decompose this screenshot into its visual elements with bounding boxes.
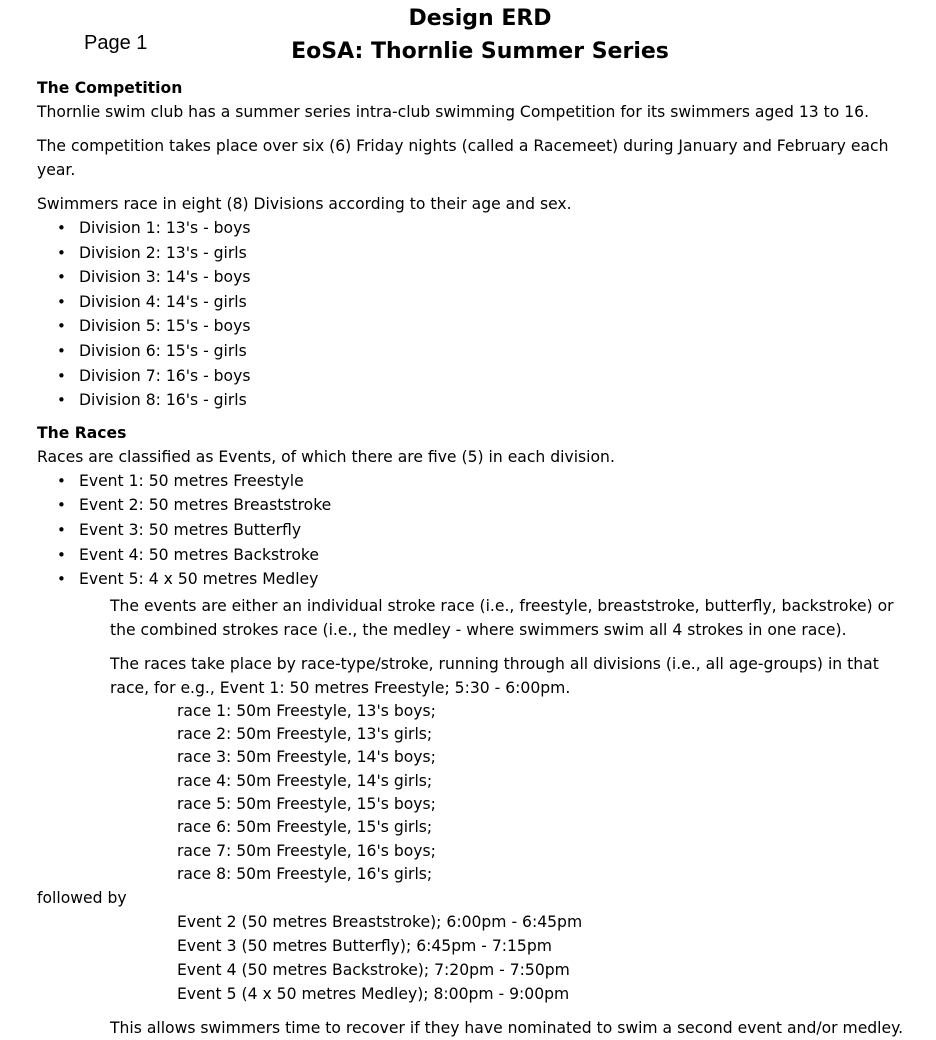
race-list <box>177 700 922 886</box>
list-item: race 6: 50m Freestyle, 15's girls; <box>177 818 433 837</box>
section-heading-competition: The Competition <box>37 79 183 97</box>
paragraph-competition-schedule: The competition takes place over six (6) Friday nights (called a Racemeet) during January and February each year. <box>37 137 889 179</box>
list-item: • Event 5: 4 x 50 metres Medley <box>79 567 922 592</box>
document-subtitle: EoSA: Thornlie Summer Series <box>291 39 669 64</box>
list-item: • Division 5: 15's - boys <box>79 314 922 339</box>
list-item: • Division 4: 14's - girls <box>79 290 922 315</box>
list-item: • Division 6: 15's - girls <box>79 339 922 364</box>
list-item: • Division 8: 16's - girls <box>79 388 922 413</box>
list-item: • Event 4: 50 metres Backstroke <box>79 543 922 568</box>
paragraph-event-types: The events are either an individual stroke race (i.e., freestyle, breaststroke, butterfly, backstroke) or the combined strokes race (i.e., the medley - where swimmers swim all 4 strokes in one race). <box>110 596 894 639</box>
list-item: race 2: 50m Freestyle, 13's girls; <box>177 725 433 744</box>
page-number: Page 1 <box>84 32 148 54</box>
list-item: • Division 7: 16's - boys <box>79 364 922 389</box>
list-item: race 1: 50m Freestyle, 13's boys; <box>177 701 436 720</box>
paragraph-recovery: This allows swimmers time to recover if they have nominated to swim a second event and/or medley. <box>110 1019 904 1038</box>
paragraph-races-intro: Races are classified as Events, of which there are five (5) in each division. <box>37 447 615 466</box>
list-item: Event 4 (50 metres Backstroke); 7:20pm - 7:50pm <box>177 961 570 980</box>
list-item: Event 3 (50 metres Butterfly); 6:45pm - 7:15pm <box>177 937 552 956</box>
list-item: • Division 2: 13's - girls <box>79 241 922 266</box>
list-item: race 4: 50m Freestyle, 14's girls; <box>177 771 433 790</box>
list-item: • Event 2: 50 metres Breaststroke <box>79 493 922 518</box>
list-item: Event 2 (50 metres Breaststroke); 6:00pm - 6:45pm <box>177 913 583 932</box>
list-item: • Event 3: 50 metres Butterfly <box>79 518 922 543</box>
event-list <box>37 469 922 592</box>
document-title: Design ERD <box>408 6 552 31</box>
list-item: race 3: 50m Freestyle, 14's boys; <box>177 748 436 767</box>
list-item: race 8: 50m Freestyle, 16's girls; <box>177 864 433 883</box>
followed-by-label: followed by <box>37 889 127 908</box>
list-item: • Event 1: 50 metres Freestyle <box>79 469 922 494</box>
list-item: • Division 3: 14's - boys <box>79 265 922 290</box>
paragraph-competition-intro: Thornlie swim club has a summer series intra-club swimming Competition for its swimmers aged 13 to 16. <box>37 103 870 121</box>
division-list <box>37 216 922 413</box>
event-schedule-list <box>177 910 922 1006</box>
paragraph-divisions-intro: Swimmers race in eight (8) Divisions according to their age and sex. <box>37 195 572 213</box>
list-item: race 7: 50m Freestyle, 16's boys; <box>177 841 436 860</box>
list-item: Event 5 (4 x 50 metres Medley); 8:00pm - 9:00pm <box>177 985 570 1004</box>
list-item: race 5: 50m Freestyle, 15's boys; <box>177 794 436 813</box>
section-heading-races: The Races <box>37 423 127 442</box>
paragraph-race-order: The races take place by race-type/stroke, running through all divisions (i.e., all age-groups) in that race, for e.g., Event 1: 50 metres Freestyle; 5:30 - 6:00pm. <box>110 654 879 697</box>
document-body <box>37 76 922 1040</box>
list-item: • Division 1: 13's - boys <box>79 216 922 241</box>
